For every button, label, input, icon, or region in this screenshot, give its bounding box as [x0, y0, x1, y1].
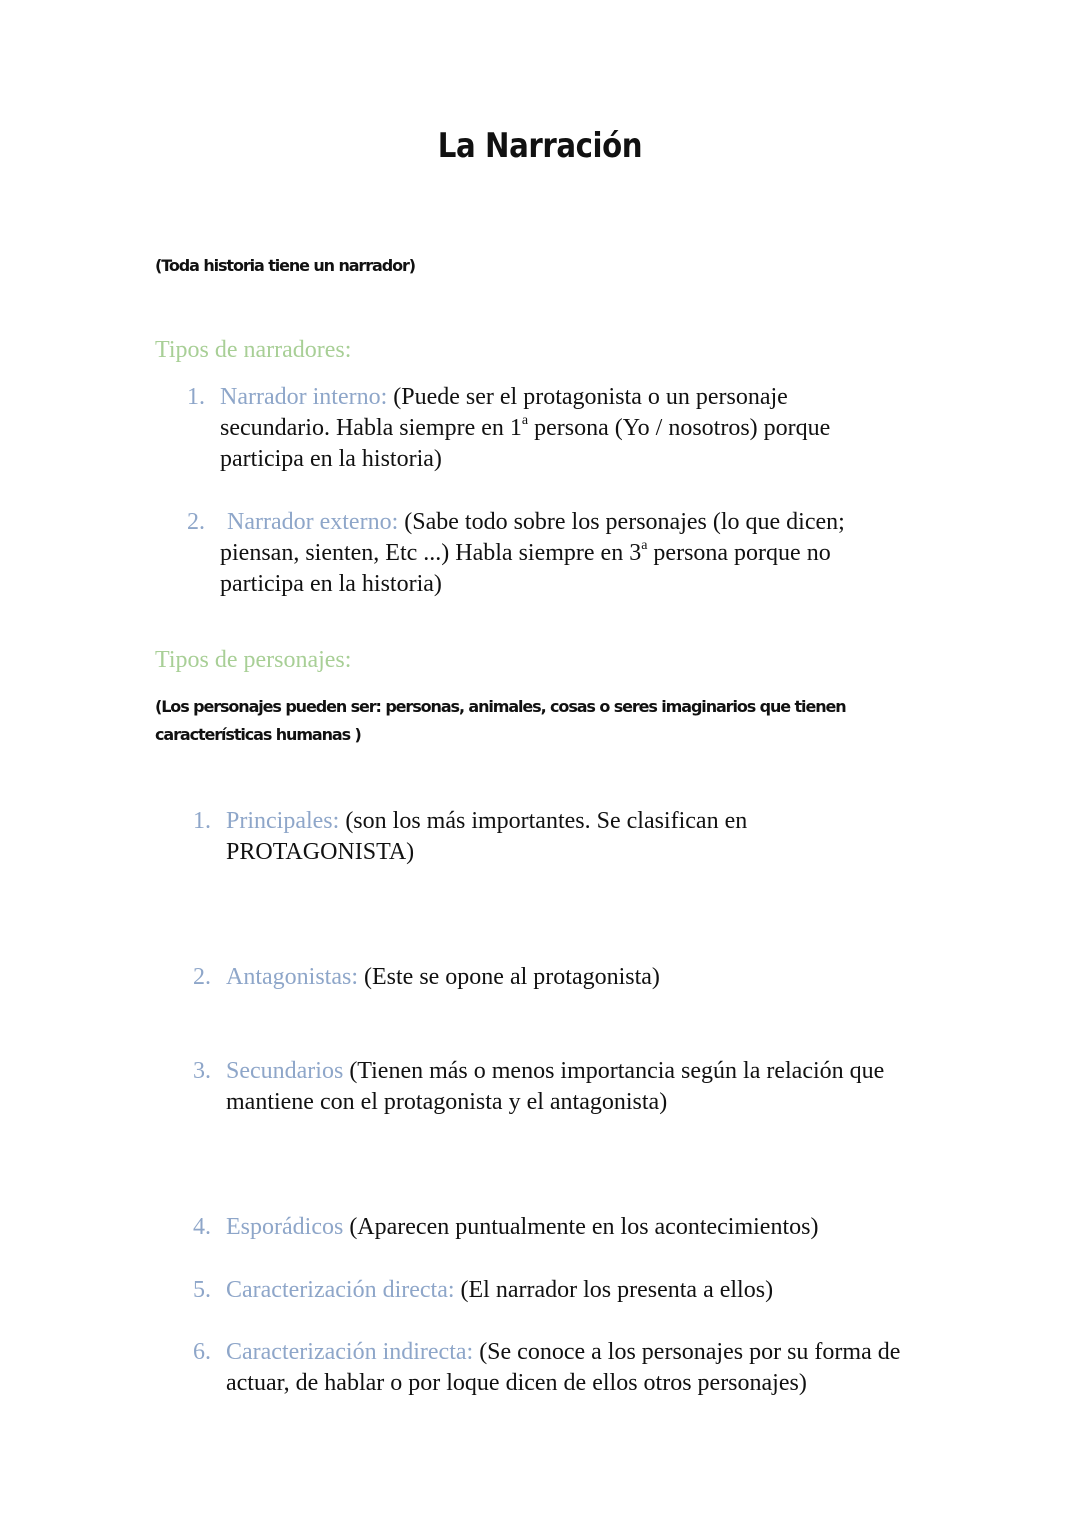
superscript: a	[641, 538, 648, 553]
item-text: (son los más importantes. Se clasifican en PROTAGONISTA)	[226, 808, 748, 865]
list-item-caracterizacion-directa	[193, 1275, 933, 1306]
item-text: (Sabe todo sobre los personajes (lo que dicen; piensan, sienten, Etc ...) Habla siempre en 3	[220, 509, 845, 566]
term-label: Caracterización directa:	[226, 1277, 455, 1303]
list-item-secundarios	[193, 1056, 933, 1118]
item-text-continued: persona (Yo / nosotros) porque participa en la historia)	[220, 415, 831, 472]
item-text: (Tienen más o menos importancia según la relación que mantiene con el protagonista y el antagonista)	[226, 1058, 885, 1115]
section-heading-personajes: Tipos de personajes:	[155, 647, 352, 673]
item-text: (El narrador los presenta a ellos)	[454, 1277, 774, 1303]
term-label: Secundarios	[226, 1058, 344, 1084]
narrator-note: (Toda historia tiene un narrador)	[155, 256, 415, 275]
section-heading-narradores: Tipos de narradores:	[155, 337, 352, 363]
item-text: (Puede ser el protagonista o un personaje secundario. Habla siempre en 1	[220, 384, 788, 441]
term-label: Narrador externo:	[227, 509, 399, 535]
list-item-antagonistas	[193, 962, 933, 993]
list-item-narrador-interno	[187, 382, 887, 475]
term-label: Caracterización indirecta:	[226, 1339, 474, 1365]
list-number: 1.	[193, 808, 211, 834]
item-text: (Se conoce a los personajes por su forma de actuar, de hablar o por loque dicen de ellos otros personajes)	[226, 1339, 901, 1396]
list-number: 2.	[187, 509, 205, 535]
term-label: Esporádicos	[226, 1214, 344, 1240]
list-item-principales	[193, 806, 833, 868]
list-number: 2.	[193, 964, 211, 990]
list-number: 1.	[187, 384, 205, 410]
term-label: Antagonistas:	[226, 964, 358, 990]
list-item-narrador-externo	[187, 507, 887, 600]
term-label: Narrador interno:	[220, 384, 388, 410]
list-number: 3.	[193, 1058, 211, 1084]
item-text: (Aparecen puntualmente en los acontecimientos)	[343, 1214, 819, 1240]
item-text-continued: persona porque no participa en la historia)	[220, 540, 831, 597]
superscript: a	[521, 413, 529, 428]
list-number: 4.	[193, 1214, 211, 1240]
term-label: Principales:	[226, 808, 340, 834]
list-number: 5.	[193, 1277, 211, 1303]
personajes-note: (Los personajes pueden ser: personas, animales, cosas o seres imaginarios que tienen características humanas )	[155, 697, 846, 744]
list-item-caracterizacion-indirecta	[193, 1337, 913, 1399]
list-number: 6.	[193, 1339, 211, 1365]
item-text: (Este se opone al protagonista)	[358, 964, 660, 990]
list-item-esporadicos	[193, 1212, 933, 1243]
page-title: La Narración	[437, 126, 643, 166]
